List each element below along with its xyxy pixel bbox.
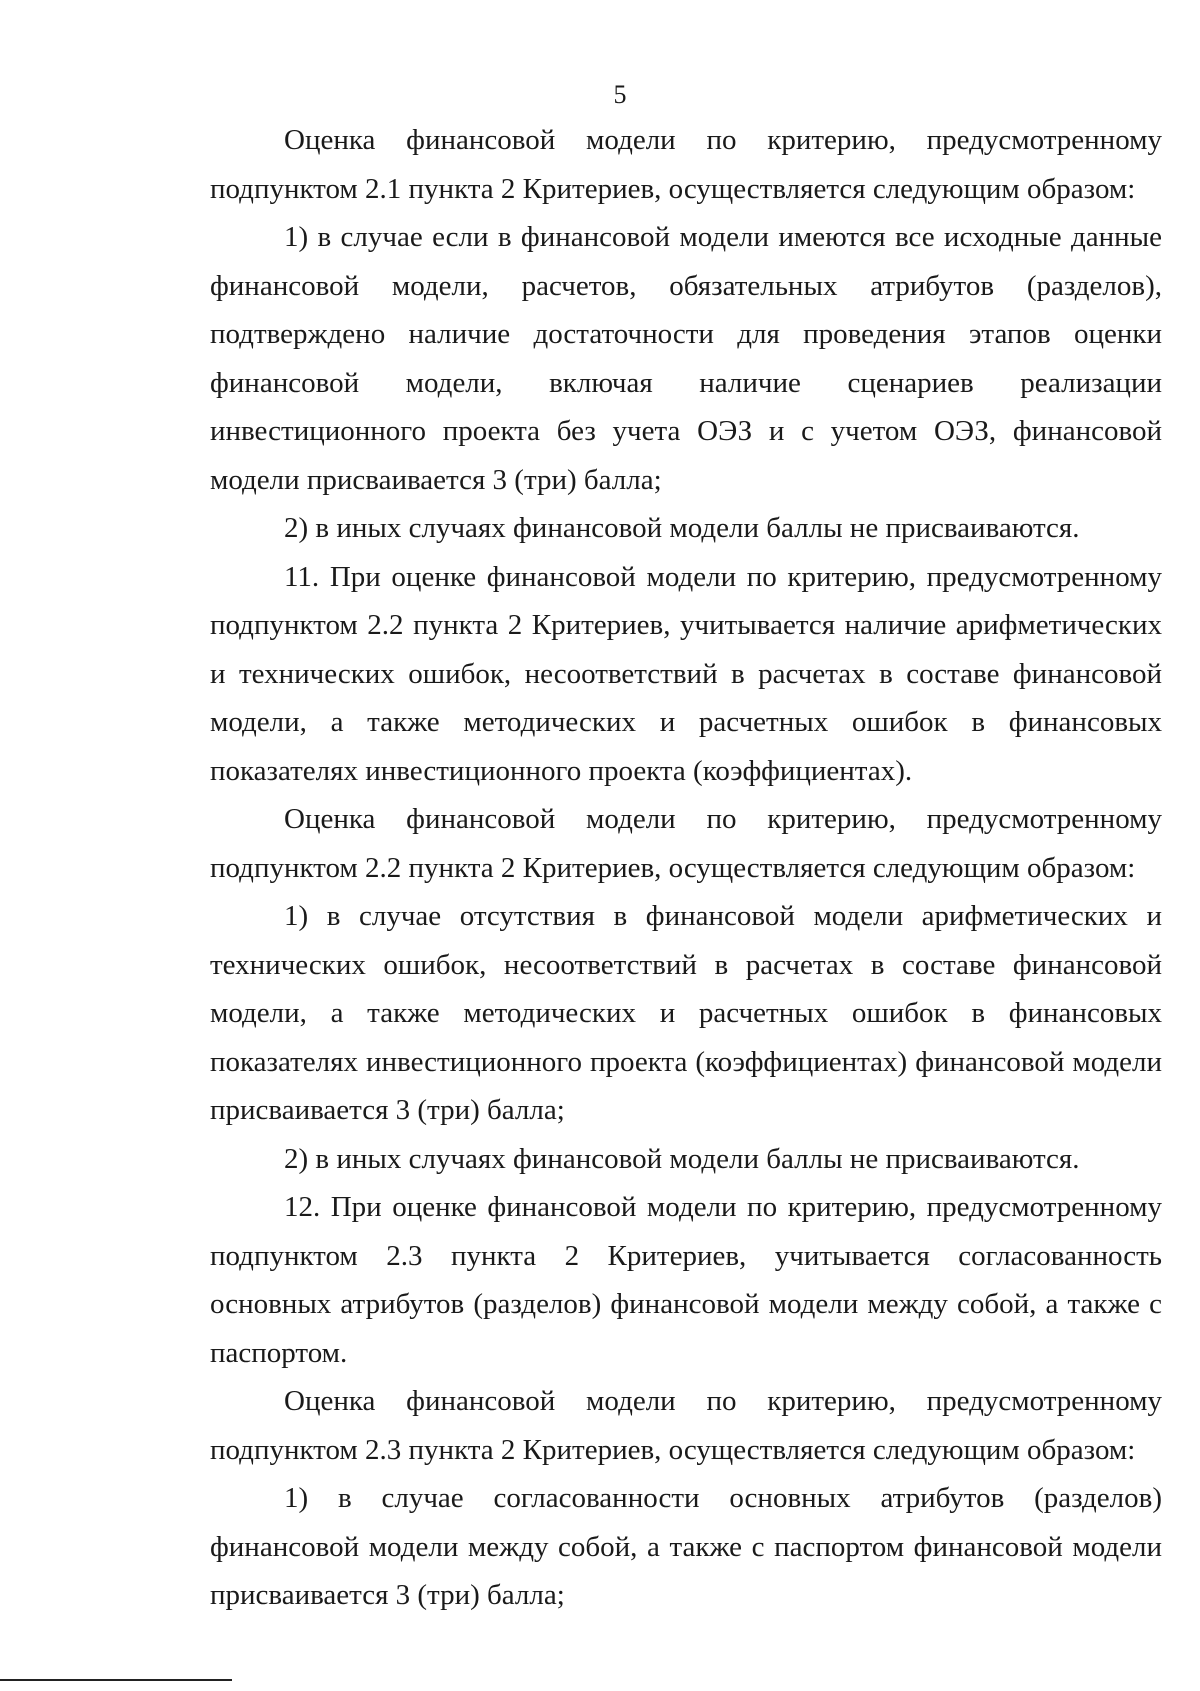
paragraph-item-1-2-2: 1) в случае отсутствия в финансовой модели арифметических и технических ошибок, несоответствий в расчетах в составе финансовой модели, а также методических и расчетных ошибок в финансовых показателях инвестиционного проекта (коэффициентах) финансовой модели присваивается 3 (три) балла;: [210, 900, 1162, 1126]
paragraph-assessment-2-3: Оценка финансовой модели по критерию, предусмотренному подпунктом 2.3 пункта 2 Критериев, осуществляется следующим образом:: [210, 1385, 1162, 1466]
paragraph-assessment-2-1: Оценка финансовой модели по критерию, предусмотренному подпунктом 2.1 пункта 2 Критериев, осуществляется следующим образом:: [210, 124, 1162, 205]
paragraph-item-1-2-1: 1) в случае если в финансовой модели имеются все исходные данные финансовой модели, расчетов, обязательных атрибутов (разделов), подтверждено наличие достаточности для проведения этапов оценки финансовой модели, включая наличие сценариев реализации инвестиционного проекта без учета ОЭЗ и с учетом ОЭЗ, финансовой модели присваивается 3 (три) балла;: [210, 221, 1162, 496]
paragraph-item-2-2-1: 2) в иных случаях финансовой модели баллы не присваиваются.: [284, 512, 1080, 544]
paragraph-clause-11: 11. При оценке финансовой модели по критерию, предусмотренному подпунктом 2.2 пункта 2 Критериев, учитывается наличие арифметических и технических ошибок, несоответствий в расчетах в составе финансовой модели, а также методических и расчетных ошибок в финансовых показателях инвестиционного проекта (коэффициентах).: [210, 560, 1162, 787]
paragraph-assessment-2-2: Оценка финансовой модели по критерию, предусмотренному подпунктом 2.2 пункта 2 Критериев, осуществляется следующим образом:: [210, 803, 1162, 884]
paragraph-item-1-2-3: 1) в случае согласованности основных атрибутов (разделов) финансовой модели между собой, а также с паспортом финансовой модели присваивается 3 (три) балла;: [210, 1482, 1162, 1611]
document-body: [210, 116, 1162, 1620]
paragraph-clause-12: 12. При оценке финансовой модели по критерию, предусмотренному подпунктом 2.3 пункта 2 Критериев, учитывается согласованность основных атрибутов (разделов) финансовой модели между собой, а также с паспортом.: [210, 1191, 1162, 1369]
footnote-divider: [0, 1679, 232, 1681]
page-number: 5: [613, 80, 627, 109]
paragraph-item-2-2-2: 2) в иных случаях финансовой модели баллы не присваиваются.: [284, 1142, 1080, 1175]
